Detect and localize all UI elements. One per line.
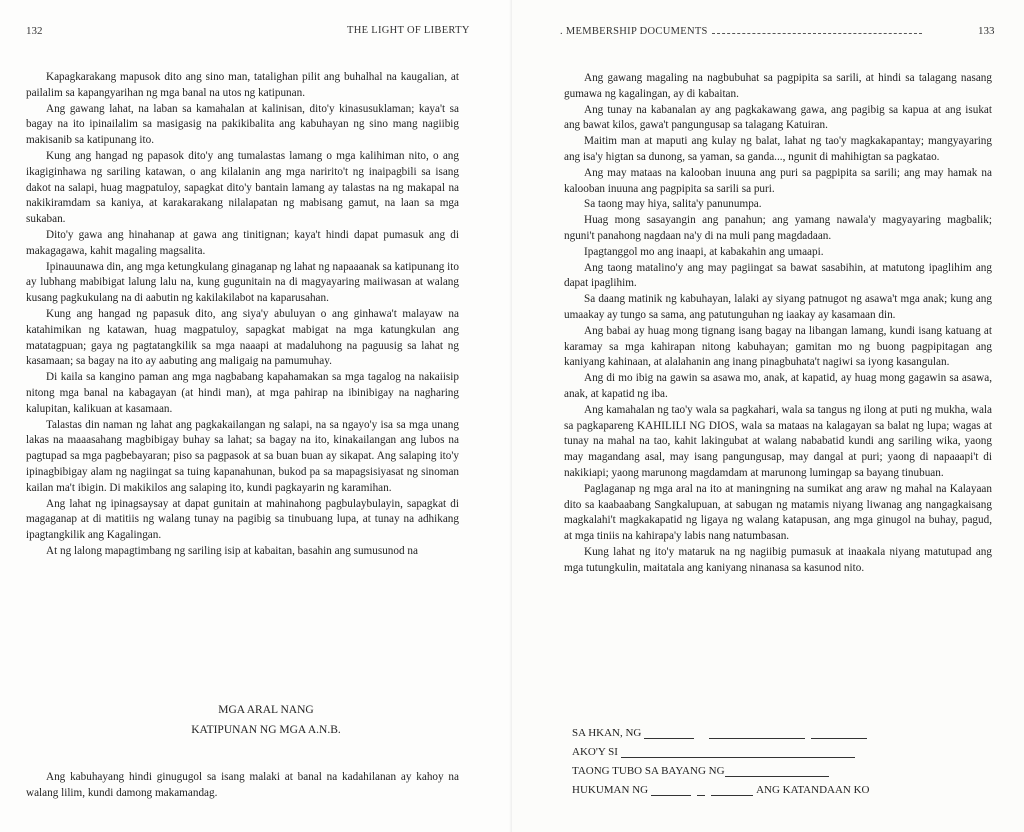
age-blank[interactable] xyxy=(711,785,753,796)
right-paragraph: Ipagtanggol mo ang inaapi, at kabakahin ang umaapi. xyxy=(584,245,824,258)
right-paragraph: Ang di mo ibig na gawin sa asawa mo, anak, at kapatid, ay huag mong gagawin sa asawa, anak, at kapatid ng iba. xyxy=(564,372,992,400)
right-paragraph: Ang taong matalino'y ang may pagiingat sa bawat sasabihin, at matutong ipaglihim ang dapat ipaglihim. xyxy=(564,261,992,290)
left-paragraph: Kung ang hangad ng papasuk dito, ang siya'y abuluyan o ang ginhawa't malayaw na katahimikan ng katawan, huag magpatuloy, sapagkat mabigat na mga katungkulan ang matatagpuan; gaya ng pagtatangkilik sa mga naaapi at madaluhong na paguusig sa lahat ng kasamaan; sa bagay na ito ay aabuting ang maligaig na pamumuhay. xyxy=(26,307,459,368)
left-final-text xyxy=(26,770,459,802)
date-blank-2[interactable] xyxy=(709,728,805,739)
form-row-court-age xyxy=(572,777,992,796)
right-paragraph: Ang kamahalan ng tao'y wala sa pagkahari, wala sa tangus ng ilong at puti ng mukha, wala sa pagkapareng KAHILILI NG DIOS, wala sa mataas na kalagayan sa balat ng lupa; wagas at tunay na mahal na tao, kahit lakingubat at walang nababatid kundi ang sariling wika, yaong may magandang asal, may isang pangungusap, may dangal at puri; yaong di napaaapi't di nakikiapi; yaong marunong magdamdam at marunong lumingap sa bayang tinubuan. xyxy=(564,403,992,479)
left-final-paragraph: Ang kabuhayang hindi ginugugol sa isang malaki at banal na kadahilanan ay kahoy na walang lilim, kundi damong makamandag. xyxy=(26,771,459,799)
form-label-date: SA HKAN, NG xyxy=(572,727,642,739)
left-paragraph: Dito'y gawa ang hinahanap at gawa ang tinitignan; kaya't hindi dapat pumasuk ang di makagagawa, kahit magaling magsalita. xyxy=(26,228,459,257)
form-label-name: AKO'Y SI xyxy=(572,746,618,758)
left-paragraph: Di kaila sa kangino paman ang mga nagbabang kapahamakan sa mga tagalog na nakaiisip nitong mga banal na kabagayan (at hindi man), at mga pahirap na ibinibigay na nagharing kalupitan, kalikuan at kasamaan. xyxy=(26,371,459,415)
left-running-head: THE LIGHT OF LIBERTY xyxy=(347,25,470,36)
name-blank[interactable] xyxy=(621,747,855,758)
left-paragraph: Ang lahat ng ipinagsaysay at dapat gunitain at mahinahong pagbulaybulayin, sapagkat di magaganap at di matitiis ng walang tunay na pagibig sa tinubuang lupa, at tunay na adhikang ipagtangkilik ang Kagalingan. xyxy=(26,497,459,542)
left-paragraph: Kung ang hangad ng papasok dito'y ang tumalastas lamang o mga kalihiman nito, o ang ikagiginhawa ng sariling katawan, o ang kilalanin ang mga naririto't ng inaipagbili sa isang dakot na salapi, huag magpatuloy, sapagkat dito'y bantain lamang ay talastas na ng makapal na nakikiramdam sa kaniya, at karakarakang nilalapatan ng mabisang gamut, na laan sa mga sukaban. xyxy=(26,149,459,226)
right-page xyxy=(512,0,1024,832)
membership-form xyxy=(572,720,992,796)
date-blank-1[interactable] xyxy=(644,728,694,739)
form-label-court: HUKUMAN NG xyxy=(572,784,649,796)
right-paragraph: Huag mong sasayangin ang panahun; ang yamang nawala'y magyayaring magbalik; nguni't panahong nagdaan na'y di na muli pang magdadaan. xyxy=(564,214,992,242)
right-paragraph: Maitim man at maputi ang kulay ng balat, lahat ng tao'y magkakapantay; mangyayaring ang isa'y higtan sa dunong, sa yaman, sa ganda..., ngunit di mahihigtan sa pagkatao. xyxy=(564,135,992,163)
section-heading xyxy=(140,700,392,740)
left-paragraph: Kapagkarakang mapusok dito ang sino man, tatalighan pilit ang buhalhal na kaugalian, at pailalim sa kapangyarihan ng mga banal na utos ng katipunan. xyxy=(26,71,459,99)
left-paragraph: Talastas din naman ng lahat ang pagkakailangan ng salapi, na sa ngayo'y isa sa mga unang lakas na maaasahang magbibigay buhay sa lahat; sa bagay na ito, kinakailangan ang lubos na pagtupad sa mga pagbebayaran; piso sa pagpasok at sa buan buan ay sikapat. Ang salaping ito'y ipinagbibigay alam ng nagiingat sa tuing kapanahunan, bukod pa sa mapagsisiyasat ng sinoman kailan ma't ibigin. Di makikilos ang salaping ito, kundi pagkayarin ng karamihan. xyxy=(26,418,459,494)
right-paragraph: Ang may mataas na kalooban inuuna ang puri sa pagpipita sa sarili; ang may hamak na kalooban inuuna ang pagpipita sa sarili sa puri. xyxy=(564,166,992,195)
left-paragraph: Ipinauunawa din, ang mga ketungkulang ginaganap ng lahat ng napaaanak sa katipunang ito ay lubhang mabibigat lalung lalu na, kung gugunitain na di magyayaring maiiwasan at walang kusang pagkukulang na di aabutin ng kakilakilabot na kaparusahan. xyxy=(26,260,459,305)
form-row-name xyxy=(572,739,992,758)
header-rule xyxy=(712,25,922,34)
form-row-birthplace xyxy=(572,758,992,777)
court-blank[interactable] xyxy=(651,785,691,796)
form-row-date xyxy=(572,720,992,739)
right-body-text xyxy=(564,71,992,577)
left-body-text xyxy=(26,70,459,560)
form-label-age: ANG KATANDAAN KO xyxy=(756,784,870,796)
court-separator-blank[interactable] xyxy=(697,785,705,796)
left-paragraph: At ng lalong mapagtimbang ng sariling isip at kabaitan, basahin ang sumusunod na xyxy=(46,544,418,557)
date-blank-3[interactable] xyxy=(811,728,867,739)
right-paragraph: Paglaganap ng mga aral na ito at maningning na sumikat ang araw ng mahal na Kalayaan dito sa kaabaabang Sangkalupuan, at sabugan ng matamis niyang liwanag ang nangagkaisang magkalahi't magkakapatid ng ligaya ng walang katapusan, ang mga ginugol na buhay, pagud, at mga tiniis na kahirapa'y labis nang natumbasan. xyxy=(564,482,992,543)
right-paragraph: Kung lahat ng ito'y mataruk na ng nagiibig pumasuk at inaakala niyang matutupad ang mga tutungkulin, maitatala ang kaniyang ninanasa sa kasunod nito. xyxy=(564,545,992,574)
heading-line-1: MGA ARAL NANG xyxy=(218,704,314,716)
right-running-head: . MEMBERSHIP DOCUMENTS xyxy=(560,25,926,37)
heading-line-2: KATIPUNAN NG MGA A.N.B. xyxy=(191,724,341,736)
right-paragraph: Ang gawang magaling na nagbubuhat sa pagpipita sa sarili, at hindi sa talagang nasang gumawa ng kagalingan, ay di kabaitan. xyxy=(564,72,992,100)
right-paragraph: Sa daang matinik ng kabuhayan, lalaki ay siyang patnugot ng asawa't mga anak; kung ang umaakay ay tungo sa sama, ang patutunguhan ng iaakay ay kasamaan din. xyxy=(564,293,992,321)
right-paragraph: Ang babai ay huag mong tignang isang bagay na libangan lamang, kundi isang katuang at karamay sa mga kahirapan nitong kabuhayan; gamitan mo ng buong pagpipitagan ang kaniyang kahinaan, at alalahanin ang inang pinagbuhata't nagiwi sa iyong kasangulan. xyxy=(564,324,992,369)
left-page-number: 132 xyxy=(26,25,43,37)
right-page-number: 133 xyxy=(978,25,995,37)
birthplace-blank[interactable] xyxy=(725,766,829,777)
right-paragraph: Ang tunay na kabanalan ay ang pagkakawang gawa, ang pagibig sa kapua at ang isukat ang bawat kilos, gawa't pangungusap sa talagang Katuiran. xyxy=(564,103,992,132)
right-paragraph: Sa taong may hiya, salita'y panunumpa. xyxy=(584,198,762,211)
form-label-birthplace: TAONG TUBO SA BAYANG NG xyxy=(572,765,725,777)
left-paragraph: Ang gawang lahat, na laban sa kamahalan at kalinisan, dito'y kinasusuklaman; kaya't sa bagay na ito ipinailalim sa masigasig na pakikibalita ang kabuhayan ng sino mang nagiibig makisanib sa katipunang ito. xyxy=(26,102,459,147)
